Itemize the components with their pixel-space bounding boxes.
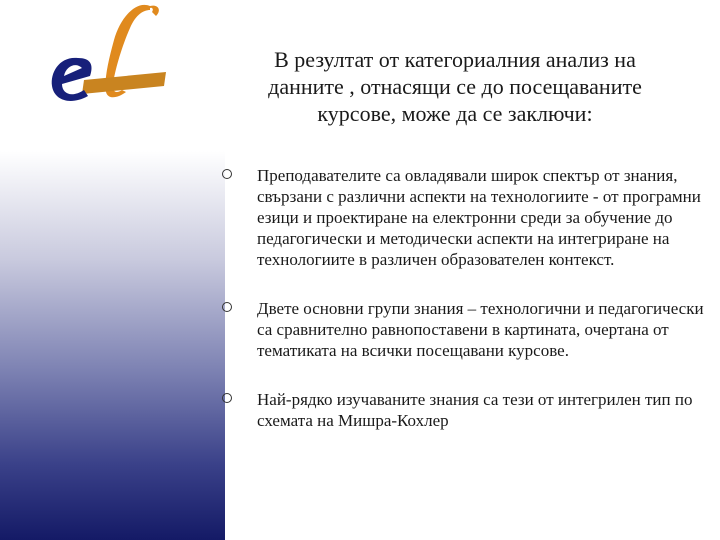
logo-letter-l-loop: [150, 6, 159, 16]
bullet-circle-icon: [222, 169, 232, 179]
bullet-text: Двете основни групи знания – технологични и педагогически са сравнително равнопоставени в картината, очертана от тематиката на всички посещавани курсове.: [257, 299, 704, 360]
bullet-text: Преподавателите са овладявали широк спектър от знания, свързани с различни аспекти на технологиите - от програмни езици и проектиране на електронни среди за обучение до педагогически и методически аспекти на интегриране на технологиите в различен образователен контекст.: [257, 166, 701, 269]
bullet-list: [222, 165, 712, 431]
bullet-item: [222, 389, 712, 431]
logo-ribbon: [82, 72, 166, 94]
logo-letter-e: [52, 58, 92, 101]
slide-title: В резултат от категориалния анализ на данните , отнасящи се до посещаваните курсове, може да се заключи:: [268, 47, 642, 126]
bullet-item: [222, 165, 712, 270]
el-logo: [38, 0, 168, 115]
bullet-circle-icon: [222, 302, 232, 312]
bullet-circle-icon: [222, 393, 232, 403]
bullet-item: [222, 298, 712, 361]
bullet-text: Най-рядко изучаваните знания са тези от интегрилен тип по схемата на Мишра-Кохлер: [257, 390, 693, 430]
